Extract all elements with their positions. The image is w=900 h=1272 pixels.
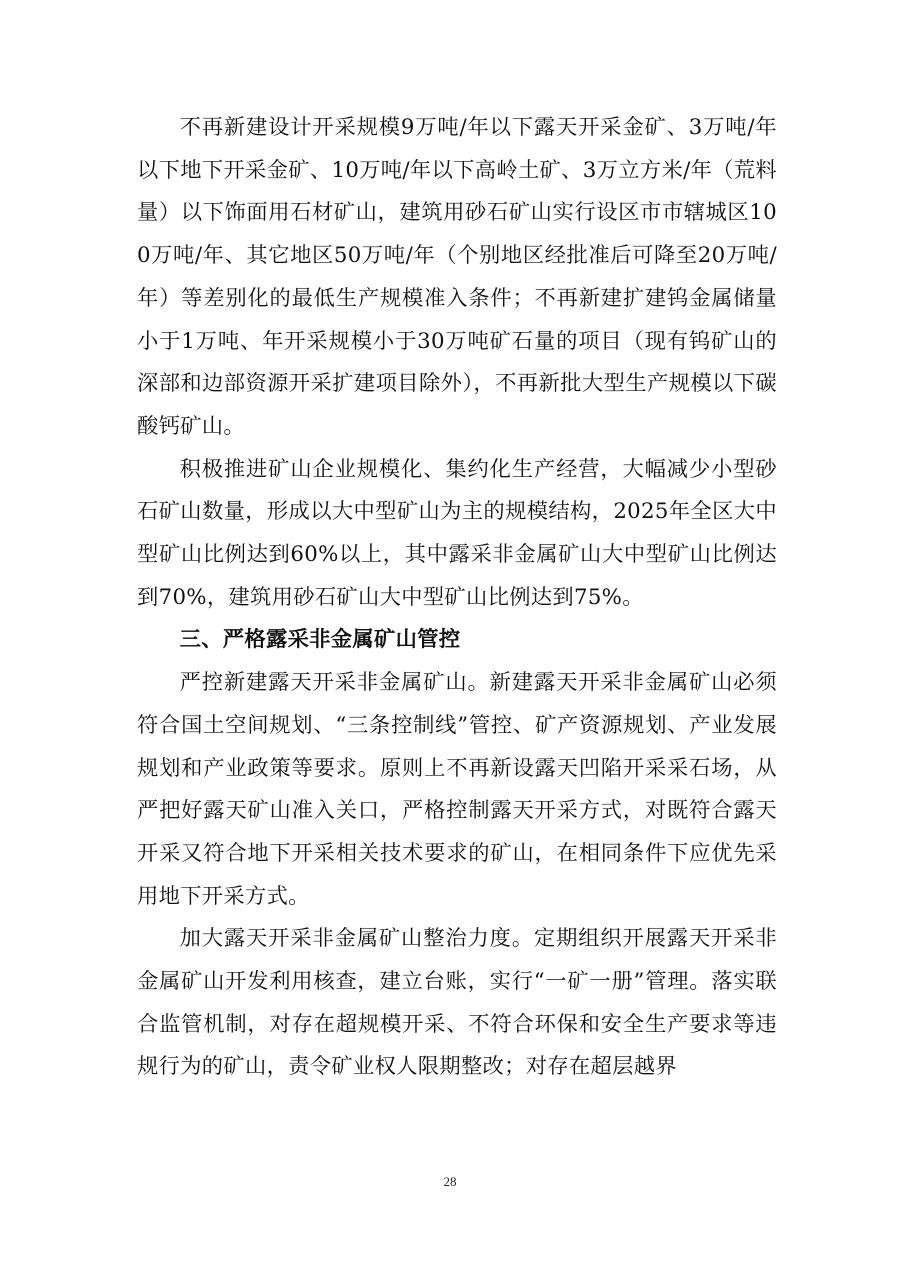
page-number: 28 — [443, 1174, 457, 1189]
section-heading: 三、严格露采非金属矿山管控 — [179, 627, 461, 653]
paragraph-scale-structure: 积极推进矿山企业规模化、集约化生产经营，大幅减少小型砂石矿山数量，形成以大中型矿山为主的规模结构，2025年全区大中型矿山比例达到60%以上，其中露采非金属矿山大中型矿山比例达到70%，建筑用砂石矿山大中型矿山比例达到75%。 — [137, 456, 777, 610]
page-content — [137, 107, 777, 1089]
paragraph-mining-scale-restrictions: 不再新建设计开采规模9万吨/年以下露天开采金矿、3万吨/年以下地下开采金矿、10万吨/年以下高岭土矿、3万立方米/年（荒料量）以下饰面用石材矿山，建筑用砂石矿山实行设区市市辖城区100万吨/年、其它地区50万吨/年（个别地区经批准后可降至20万吨/年）等差别化的最低生产规模准入条件；不再新建扩建钨金属储量小于1万吨、年开采规模小于30万吨矿石量的项目（现有钨矿山的深部和边部资源开采扩建项目除外），不再新批大型生产规模以下碳酸钙矿山。 — [137, 115, 777, 439]
paragraph-strict-new-mines: 严控新建露天开采非金属矿山。新建露天开采非金属矿山必须符合国土空间规划、“三条控制线”管控、矿产资源规划、产业发展规划和产业政策等要求。原则上不再新设露天凹陷开采采石场，从严把好露天矿山准入关口，严格控制露天开采方式，对既符合露天开采又符合地下开采相关技术要求的矿山，在相同条件下应优先采用地下开采方式。 — [137, 670, 777, 909]
paragraph-rectification: 加大露天开采非金属矿山整治力度。定期组织开展露天开采非金属矿山开发利用核查，建立台账，实行“一矿一册”管理。落实联合监管机制，对存在超规模开采、不符合环保和安全生产要求等违规行为的矿山，责令矿业权人限期整改；对存在超层越界 — [137, 926, 777, 1080]
